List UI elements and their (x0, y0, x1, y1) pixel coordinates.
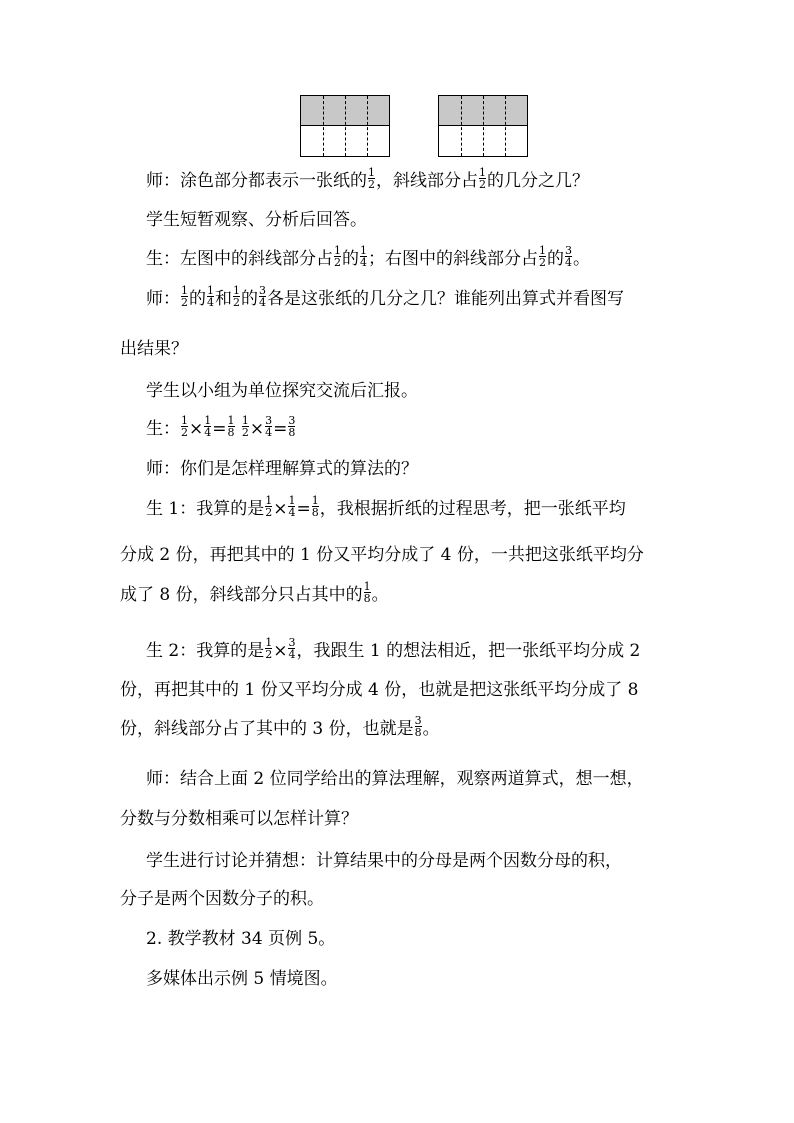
denominator: 8 (227, 426, 235, 439)
denominator: 2 (265, 506, 273, 519)
text-line (120, 928, 335, 950)
fraction (288, 495, 295, 518)
fraction (479, 167, 486, 190)
numerator: 1 (479, 166, 486, 179)
numerator: 1 (233, 284, 240, 297)
left-paper-figure (300, 95, 390, 157)
text-line (120, 414, 296, 441)
text-segment: × (249, 419, 265, 439)
text-line (120, 580, 389, 607)
text-line (120, 850, 622, 872)
text-line (120, 636, 641, 663)
denominator: 8 (414, 726, 422, 739)
numerator: 1 (181, 284, 188, 297)
text-segment: 分成 2 份，再把其中的 1 份又平均分成了 4 份，一共把这张纸平均分 (120, 545, 644, 565)
text-segment: 生 2：我算的是 (146, 641, 265, 661)
text-segment: 师： (146, 289, 180, 309)
numerator: 1 (368, 166, 375, 179)
text-segment: ，我根据折纸的过程思考，把一张纸平均 (319, 499, 626, 519)
right-paper-figure (438, 95, 528, 157)
text-segment: × (189, 419, 204, 439)
text-segment: ，斜线部分占 (376, 171, 478, 191)
numerator: 3 (259, 284, 266, 297)
fraction (204, 415, 211, 438)
text-line (120, 679, 638, 701)
text-segment: 各是这张纸的几分之几？谁能列出算式并看图写 (267, 289, 624, 309)
fraction (288, 637, 295, 660)
text-segment: 成了 8 份，斜线部分只占其中的 (120, 585, 363, 605)
numerator: 3 (265, 414, 273, 427)
text-line (120, 808, 358, 830)
denominator: 2 (479, 178, 486, 191)
denominator: 2 (181, 296, 188, 309)
fraction (242, 415, 249, 438)
text-segment: 师：你们是怎样理解算式的算法的？ (146, 459, 418, 479)
text-segment: = (273, 419, 288, 439)
denominator: 2 (233, 296, 240, 309)
numerator: 1 (181, 414, 188, 427)
text-segment: 学生进行讨论并猜想：计算结果中的分母是两个因数分母的积， (146, 851, 622, 871)
denominator: 4 (204, 426, 212, 439)
text-line (120, 494, 626, 521)
fraction (360, 245, 367, 268)
denominator: 2 (241, 426, 249, 439)
paper-figures (0, 95, 794, 161)
denominator: 4 (259, 296, 266, 309)
text-segment: × (273, 499, 288, 519)
text-segment: 的几分之几？ (487, 171, 589, 191)
text-segment: 。 (371, 585, 389, 605)
fraction (415, 715, 422, 738)
denominator: 2 (334, 256, 341, 269)
numerator: 3 (288, 636, 296, 649)
numerator: 3 (288, 414, 296, 427)
fraction (181, 285, 188, 308)
text-segment: 和 (215, 289, 232, 309)
fraction (368, 167, 375, 190)
text-line (120, 338, 188, 360)
text-segment: 的 (189, 289, 206, 309)
text-segment: 份，斜线部分占了其中的 3 份，也就是 (120, 719, 414, 739)
text-segment: = (212, 419, 227, 439)
text-segment: 分数与分数相乘可以怎样计算？ (120, 809, 358, 829)
numerator: 1 (207, 284, 214, 297)
text-segment: 。 (573, 249, 590, 269)
fraction (539, 245, 546, 268)
text-line (120, 768, 644, 790)
text-segment: 份，再把其中的 1 份又平均分成 4 份，也就是把这张纸平均分成了 8 (120, 680, 639, 700)
numerator: 1 (288, 494, 296, 507)
fraction (265, 637, 272, 660)
text-segment: 的 (342, 249, 359, 269)
denominator: 2 (265, 648, 273, 661)
fraction (334, 245, 341, 268)
text-segment: 多媒体出示例 5 情境图。 (146, 969, 338, 989)
fraction (364, 581, 371, 604)
numerator: 1 (265, 494, 273, 507)
text-segment: 学生短暂观察、分析后回答。 (146, 210, 367, 230)
denominator: 4 (565, 256, 572, 269)
fraction (265, 495, 272, 518)
text-segment: 生 1：我算的是 (146, 499, 265, 519)
text-segment: 学生以小组为单位探究交流后汇报。 (146, 381, 418, 401)
text-line (120, 284, 624, 311)
text-segment: 分子是两个因数分子的积。 (120, 889, 324, 909)
text-segment: × (273, 641, 288, 661)
text-segment: 2. 教学教材 34 页例 5。 (146, 929, 336, 949)
denominator: 4 (265, 426, 273, 439)
text-line (120, 380, 418, 402)
numerator: 1 (363, 580, 371, 593)
text-segment: 生： (146, 419, 180, 439)
denominator: 4 (288, 506, 296, 519)
numerator: 3 (565, 244, 572, 257)
denominator: 4 (207, 296, 214, 309)
fraction (259, 285, 266, 308)
denominator: 4 (288, 648, 296, 661)
denominator: 2 (181, 426, 188, 439)
numerator: 1 (334, 244, 341, 257)
fraction (312, 495, 319, 518)
text-segment: 出结果？ (120, 339, 188, 359)
denominator: 2 (539, 256, 546, 269)
text-line (120, 166, 589, 193)
fraction (265, 415, 272, 438)
text-line (120, 458, 418, 480)
fraction (233, 285, 240, 308)
numerator: 1 (311, 494, 319, 507)
fraction (207, 285, 214, 308)
fraction (288, 415, 295, 438)
numerator: 1 (227, 414, 235, 427)
denominator: 2 (368, 178, 375, 191)
text-line (120, 209, 367, 231)
numerator: 1 (265, 636, 273, 649)
fraction (228, 415, 235, 438)
text-segment: 师：结合上面 2 位同学给出的算法理解，观察两道算式，想一想， (146, 769, 644, 789)
numerator: 3 (414, 714, 422, 727)
text-segment: 师：涂色部分都表示一张纸的 (146, 171, 367, 191)
denominator: 8 (363, 592, 371, 605)
numerator: 1 (204, 414, 212, 427)
fraction (181, 415, 188, 438)
text-segment: ，我跟生 1 的想法相近，把一张纸平均分成 2 (296, 641, 641, 661)
numerator: 1 (539, 244, 546, 257)
text-segment: 的 (241, 289, 258, 309)
denominator: 8 (288, 426, 296, 439)
denominator: 8 (311, 506, 319, 519)
text-segment: 的 (547, 249, 564, 269)
text-segment: 。 (422, 719, 440, 739)
numerator: 1 (241, 414, 249, 427)
text-segment: ；右图中的斜线部分占 (368, 249, 538, 269)
text-line (120, 544, 644, 566)
text-segment: = (296, 499, 311, 519)
text-line (120, 714, 440, 741)
text-segment (236, 419, 241, 439)
denominator: 4 (360, 256, 367, 269)
text-line (120, 888, 324, 910)
text-line (120, 244, 590, 271)
text-line (120, 968, 338, 990)
fraction (565, 245, 572, 268)
numerator: 1 (360, 244, 367, 257)
text-segment: 生：左图中的斜线部分占 (146, 249, 333, 269)
